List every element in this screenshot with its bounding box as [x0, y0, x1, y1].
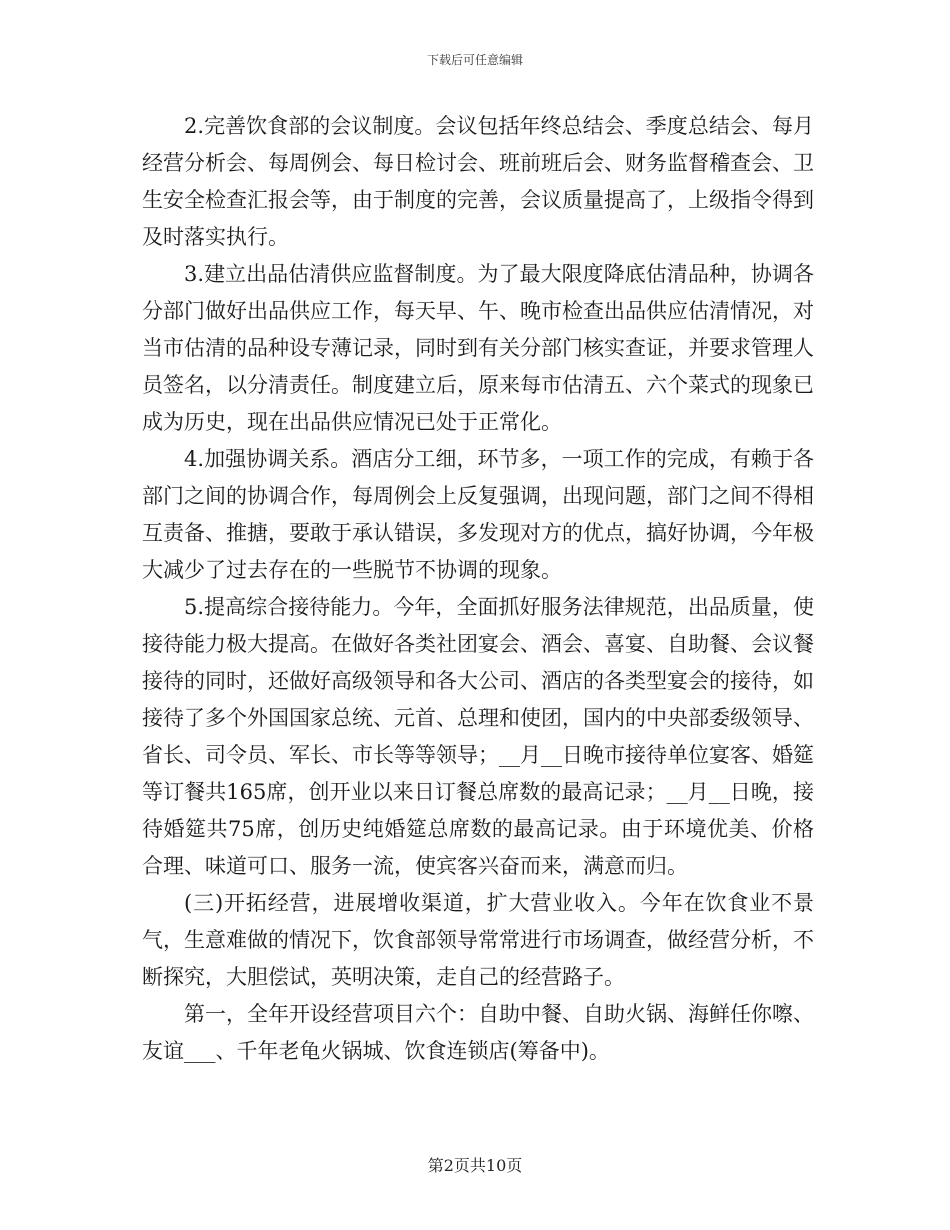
page-number: 第2页共10页: [427, 1156, 523, 1175]
paragraph-business-expansion: (三)开拓经营，进展增收渠道，扩大营业收入。今年在饮食业不景气，生意难做的情况下，饮食部领导常常进行市场调查，做经营分析，不断探究，大胆偿试，英明决策，走自己的经营路子。: [142, 891, 814, 989]
page-header: 下载后可任意编辑: [426, 53, 523, 67]
paragraph-business-projects: 第一，全年开设经营项目六个：自助中餐、自助火锅、海鲜任你嚓、友谊___、千年老龟火锅城、饮食连锁店(筹备中)。: [142, 1002, 814, 1063]
paragraph-supply-supervision: 3.建立出品估清供应监督制度。为了最大限度降底估清品种，协调各分部门做好出品供应工作，每天早、午、晚市检查出品供应估清情况，对当市估清的品种设专薄记录，同时到有关分部门核实查证，并要求管理人员签名，以分清责任。制度建立后，原来每市估清五、六个菜式的现象已成为历史，现在出品供应情况已处于正常化。: [142, 262, 814, 434]
paragraph-meeting-system: 2.完善饮食部的会议制度。会议包括年终总结会、季度总结会、每月经营分析会、每周例会、每日检讨会、班前班后会、财务监督稽查会、卫生安全检查汇报会等，由于制度的完善，会议质量提高了，上级指令得到及时落实执行。: [142, 114, 814, 249]
document-body: [142, 108, 814, 1070]
paragraph-reception-capacity: 5.提高综合接待能力。今年，全面抓好服务法律规范，出品质量，使接待能力极大提高。在做好各类社团宴会、酒会、喜宴、自助餐、会议餐接待的同时，还做好高级领导和各大公司、酒店的各类型宴会的接待，如接待了多个外国国家总统、元首、总理和使团，国内的中央部委级领导、省长、司令员、军长、市长等等领导；__月__日晚市接待单位宴客、婚筵等订餐共165席，创开业以来日订餐总席数的最高记录；__月__日晚，接待婚筵共75席，创历史纯婚筵总席数的最高记录。由于环境优美、价格合理、味道可口、服务一流，使宾客兴奋而来，满意而归。: [142, 595, 814, 878]
paragraph-coordination: 4.加强协调关系。酒店分工细，环节多，一项工作的完成，有赖于各部门之间的协调合作，每周例会上反复强调，出现问题，部门之间不得相互责备、推搪，要敢于承认错误，多发现对方的优点，搞好协调，今年极大减少了过去存在的一些脱节不协调的现象。: [142, 447, 814, 582]
